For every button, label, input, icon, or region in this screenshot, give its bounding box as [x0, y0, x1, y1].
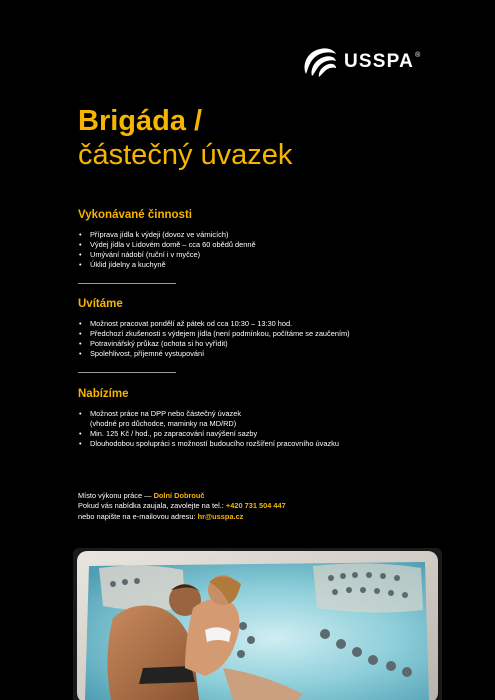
phone-link[interactable]: +420 731 504 447: [225, 501, 286, 511]
title-line-1: Brigáda /: [78, 105, 203, 137]
location-value: Dolní Dobrouč: [153, 491, 205, 500]
list-item: • Dlouhodobou spolupráci s možností budoucího rozšíření pracovního úvazku: [78, 439, 339, 449]
list-item: • Spolehlivost, příjemné vystupování: [78, 349, 350, 359]
divider: [78, 372, 176, 373]
usspa-logo: [300, 44, 420, 80]
phone-label: Pokud vás nabídka zaujala, zavolejte na tel.:: [78, 501, 226, 511]
section-heading-welcome: Uvítáme: [78, 298, 123, 310]
usspa-swirl-icon: [300, 44, 338, 80]
registered-mark: ®: [415, 52, 421, 59]
section-heading-offer: Nabízíme: [78, 388, 129, 400]
duties-list: [78, 230, 256, 270]
section-duties: [78, 208, 256, 270]
contact-location-line: [78, 491, 286, 501]
list-item-text: Možnost práce na DPP nebo částečný úvazek: [90, 409, 242, 418]
list-item: [78, 409, 339, 429]
section-heading-duties: Vykonávané činnosti: [78, 209, 192, 221]
email-link[interactable]: hr@usspa.cz: [197, 511, 244, 521]
welcome-list: [78, 319, 350, 359]
list-item: • Možnost pracovat pondělí až pátek od cca 10:30 – 13:30 hod.: [78, 319, 350, 329]
section-welcome: [78, 297, 350, 359]
list-item: • Potravinářský průkaz (ochota si ho vyřídit): [78, 339, 350, 349]
section-offer: [78, 387, 339, 449]
list-item-subtext: (vhodné pro důchodce, maminky na MD/RD): [90, 419, 237, 428]
location-label: Místo výkonu práce —: [78, 491, 154, 500]
contact-email-line: [78, 512, 286, 522]
list-item: • Úklid jídelny a kuchyně: [78, 260, 256, 270]
page-title: [78, 104, 292, 172]
contact-phone-line: [78, 501, 286, 511]
offer-list: [78, 409, 339, 449]
list-item: • Min. 125 Kč / hod., po zapracování navýšení sazby: [78, 429, 339, 439]
email-label: nebo napište na e-mailovou adresu:: [78, 511, 198, 521]
list-item: • Příprava jídla k výdeji (dovoz ve várnicích): [78, 230, 256, 240]
list-item: • Výdej jídla v Lidovém domě – cca 60 obědů denně: [78, 240, 256, 250]
hot-tub-photo: [73, 548, 442, 700]
contact-block: [78, 491, 286, 522]
list-item: • Předchozí zkušenosti s výdejem jídla (není podmínkou, počítáme se zaučením): [78, 329, 350, 339]
divider: [78, 283, 176, 284]
brand-name: USSPA: [344, 51, 415, 72]
title-line-2: částečný úvazek: [78, 139, 293, 171]
list-item: • Umývání nádobí (ruční i v myčce): [78, 250, 256, 260]
